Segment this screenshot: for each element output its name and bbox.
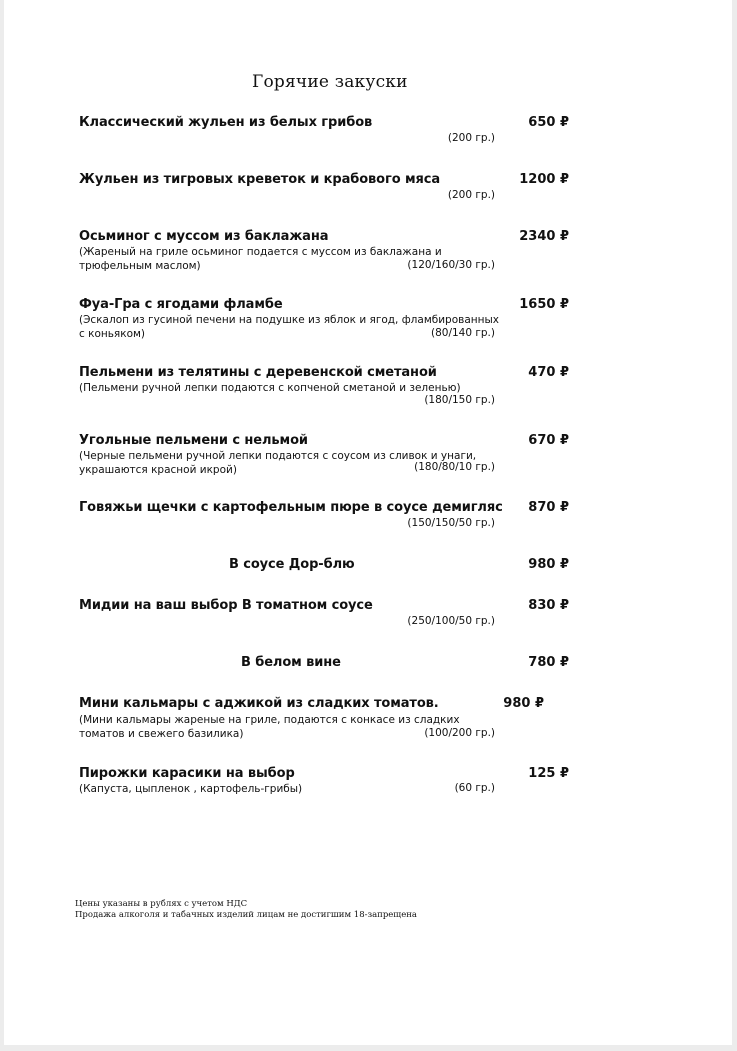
item-name: Жульен из тигровых креветок и крабового мяса (79, 172, 441, 187)
item-description-line: (Эскалоп из гусиной печени на подушке из яблок и ягод, фламбированных (79, 314, 499, 326)
item-price: 670 ₽ (528, 433, 569, 448)
item-description-line: с коньяком) (79, 328, 146, 340)
item-price: 650 ₽ (528, 115, 569, 130)
item-price: 125 ₽ (528, 766, 569, 781)
footer-vat-line: Цены указаны в рублях с учетом НДС (75, 899, 248, 909)
item-option-name: В соусе Дор-блю (229, 557, 355, 572)
item-price: 470 ₽ (528, 365, 569, 380)
item-name: Классический жульен из белых грибов (79, 115, 373, 130)
item-name: Мини кальмары с аджикой из сладких томатов. (79, 696, 439, 711)
item-name: Пирожки карасики на выбор (79, 766, 295, 781)
item-weight: (200 гр.) (447, 132, 495, 144)
item-description-line: украшаются красной икрой) (79, 464, 237, 476)
item-description-line: (Капуста, цыпленок , картофель-грибы) (79, 783, 303, 795)
footer-note (75, 899, 417, 921)
item-description (79, 782, 489, 796)
item-description (79, 313, 499, 341)
item-description-line: (Мини кальмары жареные на гриле, подаются с конкасе из сладких (79, 714, 460, 726)
item-weight: (180/80/10 гр.) (414, 461, 495, 473)
item-price: 870 ₽ (528, 500, 569, 515)
item-description (79, 381, 489, 395)
footer-age-line: Продажа алкоголя и табачных изделий лицам не достигшим 18-запрещена (75, 910, 417, 920)
item-weight: (150/150/50 гр.) (407, 517, 495, 529)
item-price: 780 ₽ (528, 655, 569, 670)
item-name: Осьминог с муссом из баклажана (79, 229, 329, 244)
item-name: Фуа-Гра с ягодами фламбе (79, 297, 283, 312)
menu-page (4, 0, 732, 1045)
item-price: 980 ₽ (528, 557, 569, 572)
item-price: 980 ₽ (503, 696, 544, 711)
item-weight: (250/100/50 гр.) (407, 615, 495, 627)
item-description-line: томатов и свежего базилика) (79, 728, 244, 740)
item-description-line: трюфельным маслом) (79, 260, 201, 272)
item-name: Говяжьи щечки с картофельным пюре в соусе демигляс (79, 500, 503, 515)
item-weight: (200 гр.) (447, 189, 495, 201)
item-weight: (60 гр.) (454, 782, 495, 794)
item-option-name: В белом вине (241, 655, 341, 670)
item-price: 830 ₽ (528, 598, 569, 613)
item-price: 1200 ₽ (519, 172, 569, 187)
item-price: 2340 ₽ (519, 229, 569, 244)
item-price: 1650 ₽ (519, 297, 569, 312)
item-name: Угольные пельмени с нельмой (79, 433, 308, 448)
item-weight: (80/140 гр.) (431, 327, 495, 339)
section-title: Горячие закуски (252, 72, 408, 92)
item-description-line: (Пельмени ручной лепки подаются с копченой сметаной и зеленью) (79, 382, 461, 394)
item-description-line: (Черные пельмени ручной лепки подаются с соусом из сливок и унаги, (79, 450, 477, 462)
item-name: Пельмени из телятины с деревенской сметаной (79, 365, 437, 380)
item-weight: (120/160/30 гр.) (407, 259, 495, 271)
item-description-line: (Жареный на гриле осьминог подается с муссом из баклажана и (79, 246, 442, 258)
item-weight: (100/200 гр.) (424, 727, 495, 739)
item-name: Мидии на ваш выбор В томатном соусе (79, 598, 373, 613)
item-weight: (180/150 гр.) (424, 394, 495, 406)
